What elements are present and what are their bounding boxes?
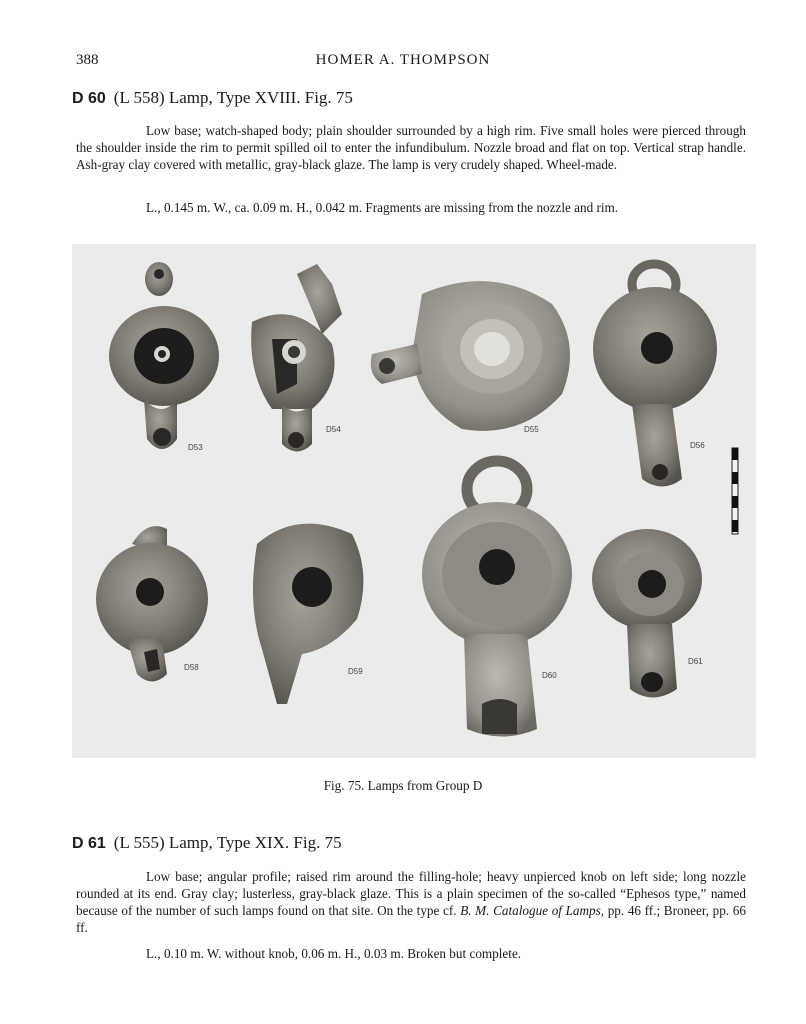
catalog-number: D 61 bbox=[72, 835, 106, 852]
entry-d61-dimensions: L., 0.10 m. W. without knob, 0.06 m. H., 0.03 m. Broken but complete. bbox=[146, 946, 522, 961]
lamp-d53 bbox=[109, 262, 219, 449]
figure-caption: Fig. 75. Lamps from Group D bbox=[323, 778, 483, 793]
entry-d60-heading bbox=[72, 88, 752, 108]
lamp-d60 bbox=[422, 461, 572, 737]
entry-heading-text: (L 558) Lamp, Type XVIII. Fig. 75 bbox=[113, 88, 353, 107]
scale-bar bbox=[732, 448, 738, 534]
lamp-d58 bbox=[96, 526, 208, 681]
figure-plate bbox=[72, 244, 756, 758]
label-d55: D55 bbox=[524, 425, 539, 434]
running-head bbox=[0, 52, 806, 72]
reference-title: B. M. Catalogue of Lamps bbox=[460, 903, 601, 918]
lamp-d59 bbox=[253, 524, 363, 704]
entry-d60-dimensions: L., 0.145 m. W., ca. 0.09 m. H., 0.042 m. Fragments are missing from the nozzle and rim. bbox=[146, 200, 619, 215]
entry-d61-description bbox=[76, 868, 746, 936]
lamp-d54 bbox=[251, 264, 342, 452]
label-d53: D53 bbox=[188, 443, 203, 452]
label-d59: D59 bbox=[348, 667, 363, 676]
lamp-d55 bbox=[371, 281, 570, 431]
label-d54: D54 bbox=[326, 425, 341, 434]
label-d60: D60 bbox=[542, 671, 557, 680]
lamps-photograph bbox=[72, 244, 756, 758]
page-number: 388 bbox=[76, 52, 99, 68]
catalog-number: D 60 bbox=[72, 90, 106, 107]
description-text-end: , pp. 46 ff.; Broneer, pp. 66 ff. bbox=[76, 903, 746, 935]
entry-d61-heading bbox=[72, 833, 752, 853]
label-d61: D61 bbox=[688, 657, 703, 666]
lamp-d61 bbox=[592, 529, 702, 698]
lamp-d56 bbox=[593, 264, 717, 487]
description-text: Low base; angular profile; raised rim around the filling-hole; heavy unpierced knob on left side; long nozzle rounded at its end. Gray clay; lusterless, gray-black glaze. This is a plain specimen of the so-called “Ephesos type,” named because of the number of such lamps found on that site. On the type cf. bbox=[76, 869, 746, 918]
running-head-author: HOMER A. THOMPSON bbox=[315, 52, 491, 68]
entry-d60-description: Low base; watch-shaped body; plain shoulder surrounded by a high rim. Five small holes were pierced through the shoulder inside the rim to permit spilled oil to enter the infundibulum. Nozzle broad and flat on top. Vertical strap handle. Ash-gray clay covered with metallic, gray-black glaze. The lamp is very crudely shaped. Wheel-made. bbox=[76, 123, 746, 172]
label-d56: D56 bbox=[690, 441, 705, 450]
entry-heading-text: (L 555) Lamp, Type XIX. Fig. 75 bbox=[113, 833, 342, 852]
label-d58: D58 bbox=[184, 663, 199, 672]
